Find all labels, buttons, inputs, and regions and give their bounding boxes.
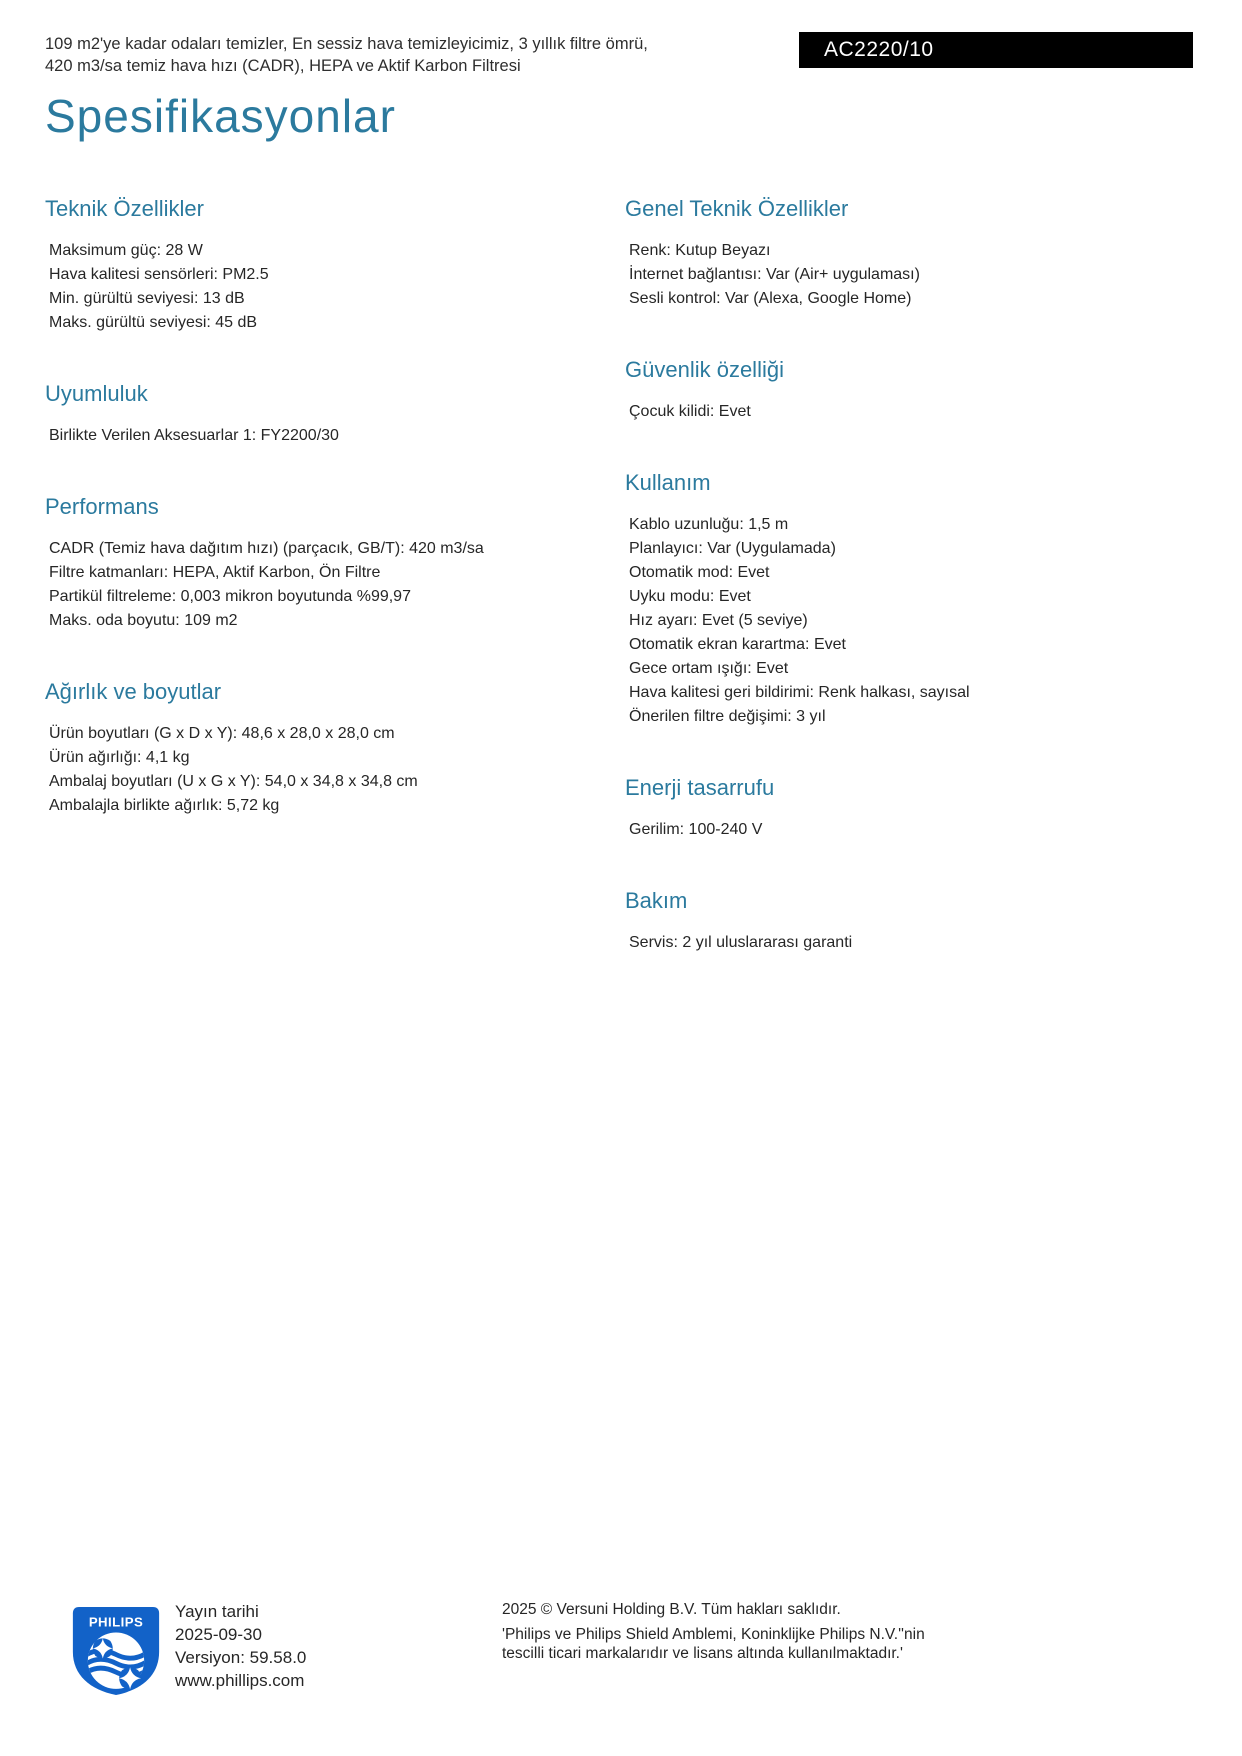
section-heading: Uyumluluk <box>45 381 148 406</box>
spec-item: Planlayıcı: Var (Uygulamada) <box>629 540 836 557</box>
spec-section <box>45 679 625 818</box>
section-heading: Genel Teknik Özellikler <box>625 196 849 221</box>
product-description-line2: 420 m3/sa temiz hava hızı (CADR), HEPA ve Aktif Karbon Filtresi <box>45 57 521 75</box>
section-heading: Ağırlık ve boyutlar <box>45 679 222 704</box>
product-description-line1: 109 m2'ye kadar odaları temizler, En sessiz hava temizleyicimiz, 3 yıllık filtre ömrü, <box>45 35 648 53</box>
section-heading: Enerji tasarrufu <box>625 775 775 800</box>
spec-item: Hava kalitesi geri bildirimi: Renk halkası, sayısal <box>629 684 970 701</box>
spec-column-right <box>625 196 1242 1001</box>
spec-item: Servis: 2 yıl uluslararası garanti <box>629 934 853 951</box>
philips-shield-logo <box>72 1606 160 1696</box>
legal-info <box>502 1600 934 1663</box>
spec-item: Filtre katmanları: HEPA, Aktif Karbon, Ön Filtre <box>49 564 381 581</box>
section-heading: Teknik Özellikler <box>45 196 204 221</box>
spec-item: Sesli kontrol: Var (Alexa, Google Home) <box>629 290 912 307</box>
spec-section <box>625 357 1202 424</box>
section-heading: Kullanım <box>625 470 711 495</box>
spec-item-list <box>45 424 625 448</box>
spec-columns <box>45 196 1242 1001</box>
spec-item: İnternet bağlantısı: Var (Air+ uygulaması) <box>629 266 920 283</box>
product-code-badge: AC2220/10 <box>799 32 1193 68</box>
spec-item-list <box>625 239 1202 311</box>
spec-section <box>625 196 1202 311</box>
spec-item: Ambalajla birlikte ağırlık: 5,72 kg <box>49 797 280 814</box>
spec-item: Birlikte Verilen Aksesuarlar 1: FY2200/30 <box>49 427 339 444</box>
spec-item: Uyku modu: Evet <box>629 588 751 605</box>
copyright-text: 2025 © Versuni Holding B.V. Tüm hakları saklıdır. <box>502 1601 841 1618</box>
spec-column-left <box>45 196 625 1001</box>
section-heading: Güvenlik özelliği <box>625 357 784 382</box>
spec-item: Otomatik mod: Evet <box>629 564 770 581</box>
version-text: Versiyon: 59.58.0 <box>175 1648 307 1667</box>
spec-item-list <box>625 513 1202 729</box>
spec-item: Çocuk kilidi: Evet <box>629 403 751 420</box>
spec-item: Gece ortam ışığı: Evet <box>629 660 789 677</box>
spec-item: Ürün boyutları (G x D x Y): 48,6 x 28,0 x 28,0 cm <box>49 725 395 742</box>
publication-info <box>175 1600 306 1692</box>
spec-item-list <box>45 537 625 633</box>
spec-item: Min. gürültü seviyesi: 13 dB <box>49 290 245 307</box>
spec-item: Renk: Kutup Beyazı <box>629 242 771 259</box>
spec-section <box>45 196 625 335</box>
spec-item: CADR (Temiz hava dağıtım hızı) (parçacık, GB/T): 420 m3/sa <box>49 540 484 557</box>
trademark-text: 'Philips ve Philips Shield Amblemi, Koninklijke Philips N.V.''nin tescilli ticari markalarıdır ve lisans altında kullanılmaktadır.' <box>502 1626 925 1662</box>
spec-item: Hız ayarı: Evet (5 seviye) <box>629 612 808 629</box>
spec-item-list <box>625 400 1202 424</box>
spec-item: Maks. oda boyutu: 109 m2 <box>49 612 238 629</box>
page-title: Spesifikasyonlar <box>45 90 396 142</box>
publish-date-label: Yayın tarihi <box>175 1602 259 1621</box>
svg-text:PHILIPS: PHILIPS <box>88 1614 144 1630</box>
product-description <box>45 33 648 77</box>
spec-item: Ambalaj boyutları (U x G x Y): 54,0 x 34,8 x 34,8 cm <box>49 773 418 790</box>
page-header <box>0 0 1242 77</box>
spec-section <box>45 494 625 633</box>
spec-item: Ürün ağırlığı: 4,1 kg <box>49 749 190 766</box>
spec-item: Kablo uzunluğu: 1,5 m <box>629 516 789 533</box>
spec-item-list <box>625 818 1202 842</box>
spec-item: Partikül filtreleme: 0,003 mikron boyutunda %99,97 <box>49 588 411 605</box>
spec-item: Maksimum güç: 28 W <box>49 242 203 259</box>
spec-item: Önerilen filtre değişimi: 3 yıl <box>629 708 826 725</box>
spec-item-list <box>45 239 625 335</box>
website-text: www.phillips.com <box>175 1671 305 1690</box>
spec-item-list <box>625 931 1202 955</box>
spec-item: Gerilim: 100-240 V <box>629 821 763 838</box>
spec-item: Hava kalitesi sensörleri: PM2.5 <box>49 266 269 283</box>
spec-section <box>625 470 1202 729</box>
spec-item-list <box>45 722 625 818</box>
spec-item: Maks. gürültü seviyesi: 45 dB <box>49 314 258 331</box>
spec-item: Otomatik ekran karartma: Evet <box>629 636 846 653</box>
spec-section <box>625 888 1202 955</box>
spec-section <box>625 775 1202 842</box>
spec-section <box>45 381 625 448</box>
section-heading: Performans <box>45 494 159 519</box>
page-footer <box>0 1598 1242 1718</box>
publish-date-value: 2025-09-30 <box>175 1625 262 1644</box>
section-heading: Bakım <box>625 888 688 913</box>
